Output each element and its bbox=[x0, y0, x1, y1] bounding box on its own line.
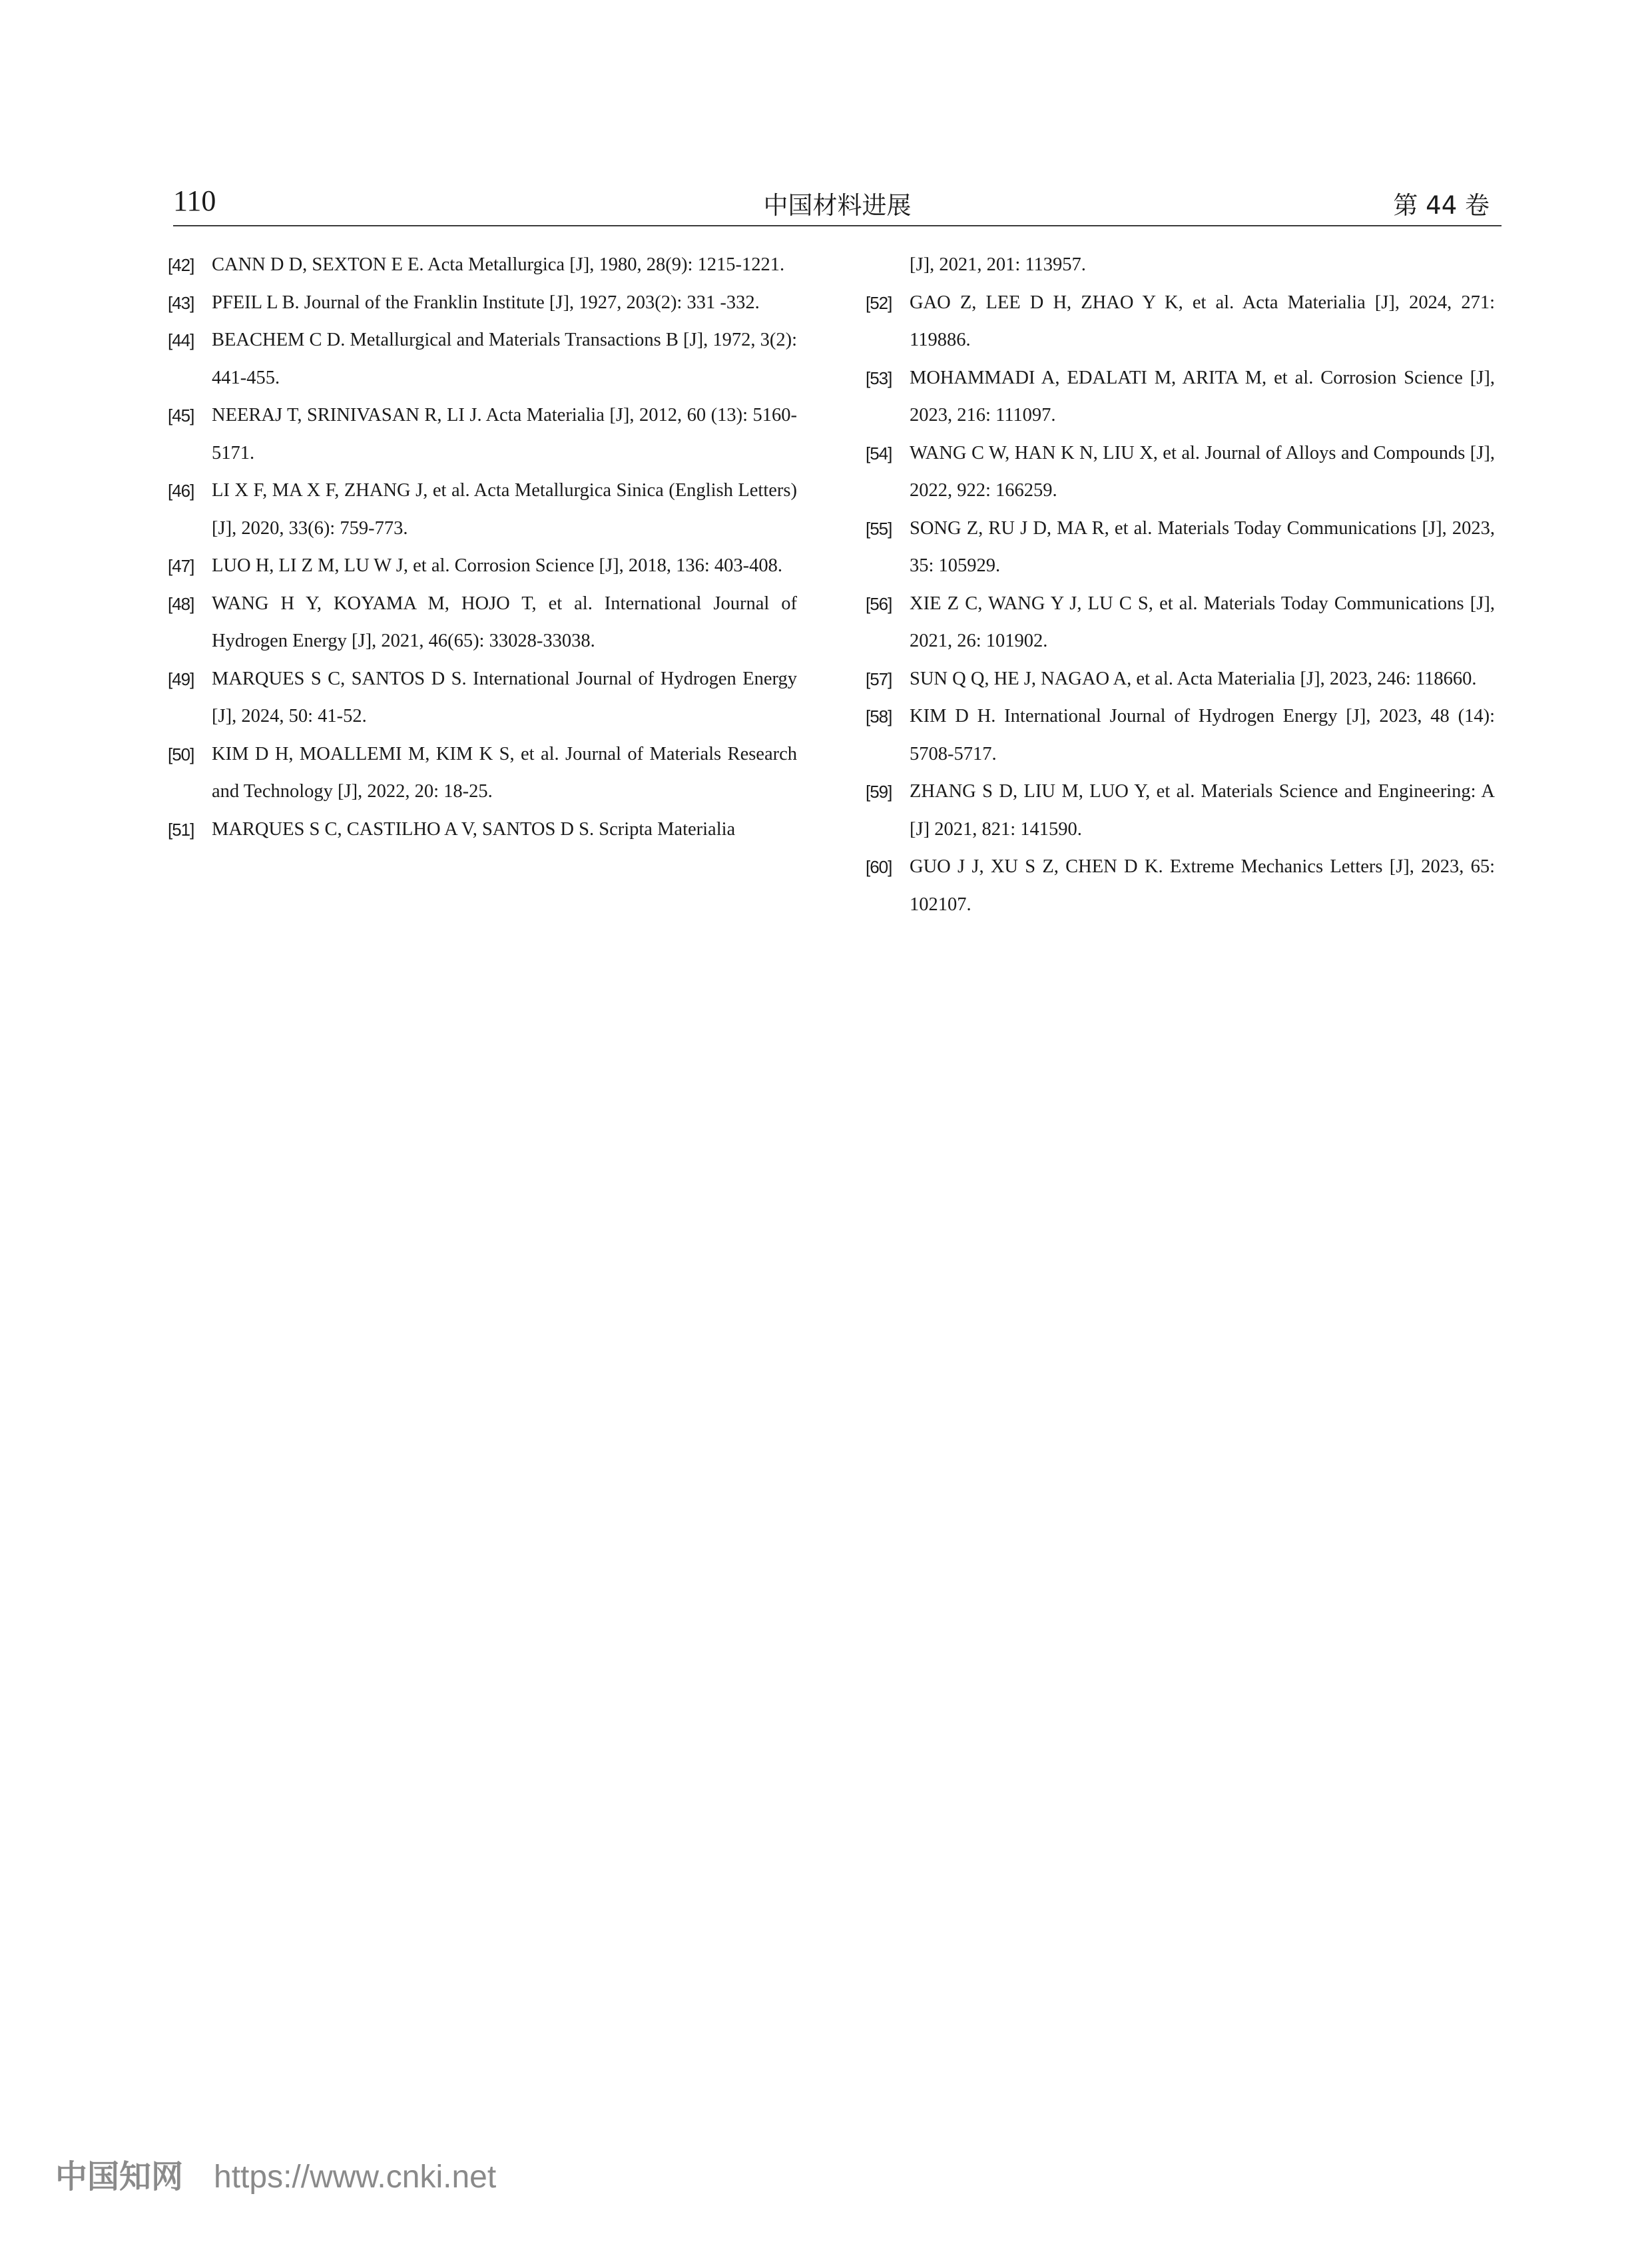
reference-item bbox=[866, 773, 1495, 848]
reference-item bbox=[168, 284, 797, 322]
reference-item bbox=[866, 585, 1495, 661]
reference-item bbox=[168, 547, 797, 585]
reference-text: GAO Z, LEE D H, ZHAO Y K, et al. Acta Materialia [J], 2024, 271: 119886. bbox=[910, 292, 1495, 350]
reference-number: [52] bbox=[866, 292, 892, 313]
reference-number: [44] bbox=[168, 330, 194, 350]
reference-text: PFEIL L B. Journal of the Franklin Institute [J], 1927, 203(2): 331 -332. bbox=[212, 292, 760, 313]
reference-text: CANN D D, SEXTON E E. Acta Metallurgica [J], 1980, 28(9): 1215-1221. bbox=[212, 254, 785, 275]
reference-item bbox=[168, 661, 797, 736]
reference-text: NEERAJ T, SRINIVASAN R, LI J. Acta Materialia [J], 2012, 60 (13): 5160-5171. bbox=[212, 405, 797, 463]
reference-item bbox=[866, 698, 1495, 773]
reference-text: GUO J J, XU S Z, CHEN D K. Extreme Mechanics Letters [J], 2023, 65: 102107. bbox=[910, 856, 1495, 915]
reference-number: [51] bbox=[168, 819, 194, 840]
reference-text: SUN Q Q, HE J, NAGAO A, et al. Acta Materialia [J], 2023, 246: 118660. bbox=[910, 668, 1477, 689]
reference-text: MARQUES S C, SANTOS D S. International Journal of Hydrogen Energy [J], 2024, 50: 41-52. bbox=[212, 668, 797, 726]
reference-item bbox=[168, 585, 797, 661]
reference-item bbox=[168, 811, 797, 849]
reference-text: KIM D H. International Journal of Hydrogen Energy [J], 2023, 48 (14): 5708-5717. bbox=[910, 706, 1495, 764]
reference-number: [48] bbox=[168, 593, 194, 614]
reference-number: [57] bbox=[866, 669, 892, 689]
reference-text: BEACHEM C D. Metallurgical and Materials Transactions B [J], 1972, 3(2): 441-455. bbox=[212, 330, 797, 388]
volume-label: 第 44 卷 bbox=[1393, 191, 1490, 220]
reference-item bbox=[168, 472, 797, 547]
reference-text: [J], 2021, 201: 113957. bbox=[910, 254, 1086, 275]
reference-text: MOHAMMADI A, EDALATI M, ARITA M, et al. Corrosion Science [J], 2023, 216: 111097. bbox=[910, 367, 1495, 425]
reference-continuation bbox=[866, 246, 1495, 284]
references-left-column bbox=[168, 246, 797, 848]
reference-number: [45] bbox=[168, 406, 194, 425]
reference-item bbox=[866, 661, 1495, 699]
reference-number: [55] bbox=[866, 518, 892, 539]
reference-item bbox=[866, 284, 1495, 360]
references-right-column bbox=[866, 246, 1495, 924]
reference-text: WANG C W, HAN K N, LIU X, et al. Journal of Alloys and Compounds [J], 2022, 922: 166259. bbox=[910, 442, 1495, 501]
reference-text: WANG H Y, KOYAMA M, HOJO T, et al. International Journal of Hydrogen Energy [J], 2021, 46(65): 33028-33038. bbox=[212, 593, 797, 651]
reference-number: [50] bbox=[168, 744, 194, 764]
reference-item bbox=[168, 246, 797, 284]
cnki-watermark bbox=[55, 2151, 496, 2197]
reference-number: [59] bbox=[866, 782, 892, 802]
reference-number: [60] bbox=[866, 857, 892, 877]
reference-number: [54] bbox=[866, 443, 892, 463]
reference-text: MARQUES S C, CASTILHO A V, SANTOS D S. Scripta Materialia bbox=[212, 818, 736, 840]
reference-text: KIM D H, MOALLEMI M, KIM K S, et al. Journal of Materials Research and Technology [J], 2022, 20: 18-25. bbox=[212, 743, 797, 802]
reference-item bbox=[866, 360, 1495, 435]
reference-text: XIE Z C, WANG Y J, LU C S, et al. Materials Today Communications [J], 2021, 26: 101902. bbox=[910, 593, 1495, 651]
reference-item bbox=[866, 848, 1495, 924]
page-header bbox=[173, 181, 1502, 224]
reference-number: [56] bbox=[866, 593, 892, 614]
reference-item bbox=[866, 510, 1495, 585]
reference-number: [49] bbox=[168, 669, 194, 689]
watermark-url: https://www.cnki.net bbox=[214, 2159, 497, 2195]
reference-item bbox=[168, 397, 797, 472]
reference-number: [53] bbox=[866, 368, 892, 388]
watermark-cn: 中国知网 bbox=[55, 2158, 184, 2195]
reference-item bbox=[168, 322, 797, 397]
header-rule bbox=[173, 225, 1502, 226]
reference-text: LUO H, LI Z M, LU W J, et al. Corrosion Science [J], 2018, 136: 403-408. bbox=[212, 555, 782, 576]
reference-text: ZHANG S D, LIU M, LUO Y, et al. Materials Science and Engineering: A [J] 2021, 821: 141590. bbox=[910, 781, 1495, 840]
reference-number: [58] bbox=[866, 706, 892, 726]
reference-number: [46] bbox=[168, 481, 194, 501]
reference-number: [42] bbox=[168, 255, 194, 275]
reference-text: LI X F, MA X F, ZHANG J, et al. Acta Metallurgica Sinica (English Letters) [J], 2020, 33(6): 759-773. bbox=[212, 480, 797, 539]
journal-title: 中国材料进展 bbox=[763, 191, 912, 220]
page-number: 110 bbox=[173, 184, 216, 217]
reference-item bbox=[168, 736, 797, 811]
reference-number: [47] bbox=[168, 556, 194, 576]
reference-number: [43] bbox=[168, 292, 194, 313]
reference-item bbox=[866, 435, 1495, 510]
reference-text: SONG Z, RU J D, MA R, et al. Materials Today Communications [J], 2023, 35: 105929. bbox=[910, 517, 1495, 576]
